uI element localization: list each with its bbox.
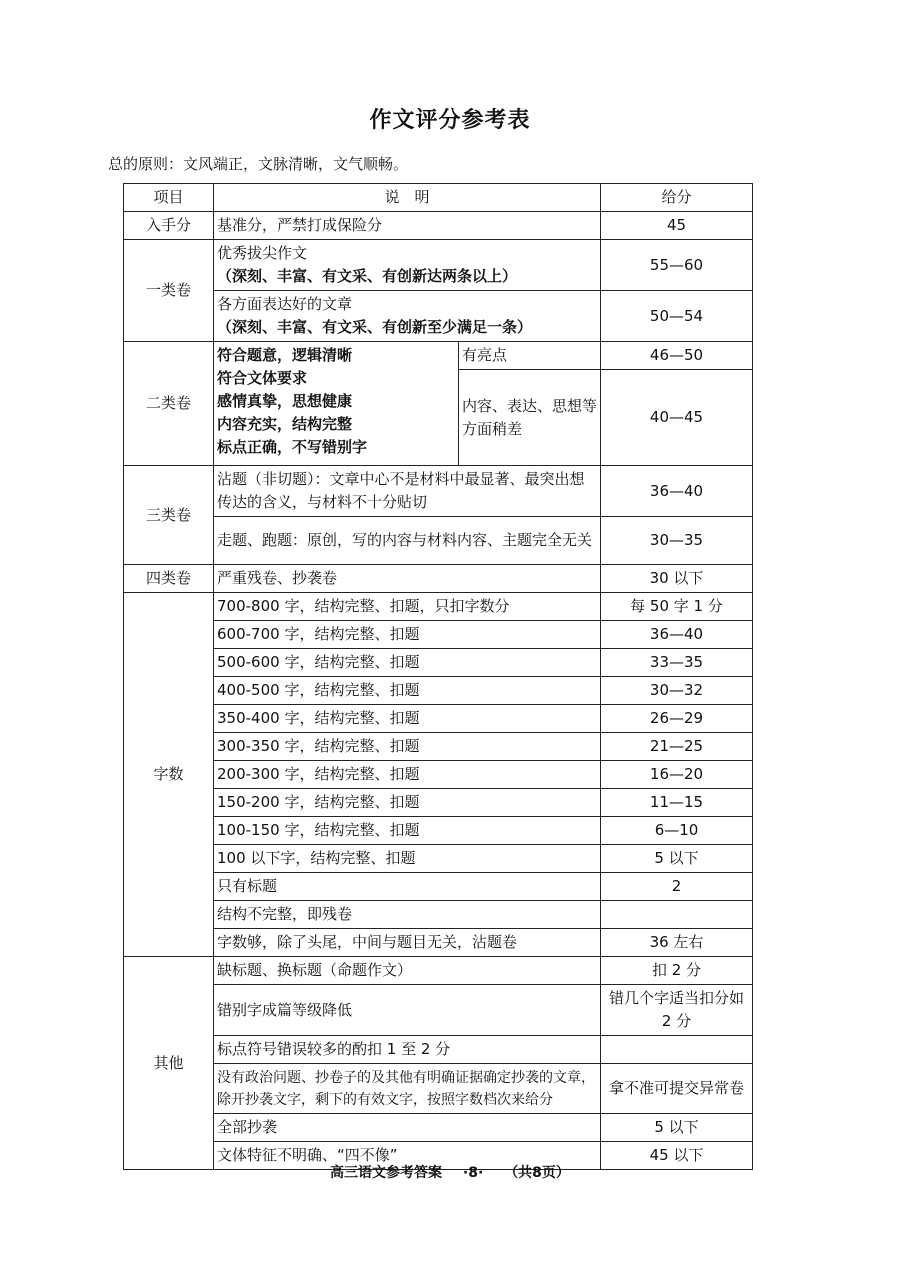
row-score: 每 50 字 1 分 [601,593,753,621]
row-description: 错别字成篇等级降低 [214,985,601,1036]
row-description: 文体特征不明确、“四不像” [214,1142,601,1170]
row-score: 26—29 [601,705,753,733]
row-description: 350-400 字，结构完整、扣题 [214,705,601,733]
table-row [124,593,753,621]
row-label: 二类卷 [124,342,214,466]
table-row [124,240,753,291]
table-row [124,649,753,677]
row-description: 600-700 字，结构完整、扣题 [214,621,601,649]
table-row [124,705,753,733]
row-subcategory: 有亮点 [459,342,601,370]
row-subcategory: 内容、表达、思想等方面稍差 [459,370,601,466]
table-row [124,621,753,649]
row-label: 其他 [124,957,214,1170]
row-description: 沾题（非切题）：文章中心不是材料中最显著、最突出想传达的含义，与材料不十分贴切 [214,466,601,517]
row-score: 5 以下 [601,1114,753,1142]
row-description: 走题、跑题：原创，写的内容与材料内容、主题完全无关 [214,517,601,565]
table-row [124,466,753,517]
row-score [601,901,753,929]
row-score: 6—10 [601,817,753,845]
row-description: 优秀拔尖作文 （深刻、丰富、有文采、有创新达两条以上） [214,240,601,291]
row-description: 500-600 字，结构完整、扣题 [214,649,601,677]
row-score: 40—45 [601,370,753,466]
page-footer [0,1162,900,1182]
row-score: 30—35 [601,517,753,565]
row-description: 没有政治问题、抄卷子的及其他有明确证据确定抄袭的文章，除开抄袭文字，剩下的有效文字，按照字数档次来给分 [214,1064,601,1114]
class2-criteria: 符合题意，逻辑清晰 符合文体要求 感情真挚，思想健康 内容充实，结构完整 标点正确，不写错别字 [214,342,459,466]
row-description: 严重残卷、抄袭卷 [214,565,601,593]
row-score: 36—40 [601,621,753,649]
table-row [124,845,753,873]
table-row [124,565,753,593]
row-description: 100-150 字，结构完整、扣题 [214,817,601,845]
table-row [124,789,753,817]
row-label: 四类卷 [124,565,214,593]
row-score: 36 左右 [601,929,753,957]
row-description: 基准分，严禁打成保险分 [214,212,601,240]
table-row [124,873,753,901]
table-row [124,817,753,845]
table-row [124,957,753,985]
row-score: 2 [601,873,753,901]
table-row [124,291,753,342]
table-row [124,761,753,789]
table-row [124,517,753,565]
row-score: 21—25 [601,733,753,761]
row-score [601,1036,753,1064]
row-score: 36—40 [601,466,753,517]
row-description: 150-200 字，结构完整、扣题 [214,789,601,817]
row-description: 标点符号错误较多的酌扣 1 至 2 分 [214,1036,601,1064]
table-row [124,985,753,1036]
row-score: 30—32 [601,677,753,705]
row-label: 一类卷 [124,240,214,342]
row-score: 30 以下 [601,565,753,593]
table-row [124,677,753,705]
footer-page-number: ·8· [462,1165,484,1181]
row-score: 扣 2 分 [601,957,753,985]
row-score: 拿不准可提交异常卷 [601,1064,753,1114]
row-label: 字数 [124,593,214,957]
row-score: 50—54 [601,291,753,342]
header-description: 说 明 [214,184,601,212]
footer-subject: 高三语文参考答案 [330,1165,443,1181]
table-row [124,1036,753,1064]
row-description: 缺标题、换标题（命题作文） [214,957,601,985]
general-principle: 总的原则：文风端正，文脉清晰，文气顺畅。 [108,155,409,173]
row-description: 700-800 字，结构完整、扣题，只扣字数分 [214,593,601,621]
page-title: 作文评分参考表 [369,108,531,133]
row-description: 100 以下字，结构完整、扣题 [214,845,601,873]
row-description: 200-300 字，结构完整、扣题 [214,761,601,789]
table-header-row [124,184,753,212]
row-score: 46—50 [601,342,753,370]
row-label: 三类卷 [124,466,214,565]
header-score: 给分 [601,184,753,212]
table-row [124,212,753,240]
table-row [124,929,753,957]
table-row [124,1114,753,1142]
scoring-table [123,183,753,1170]
table-row [124,1064,753,1114]
row-description: 全部抄袭 [214,1114,601,1142]
row-description: 400-500 字，结构完整、扣题 [214,677,601,705]
table-row [124,342,753,370]
row-description: 各方面表达好的文章 （深刻、丰富、有文采、有创新至少满足一条） [214,291,601,342]
row-score: 55—60 [601,240,753,291]
footer-total-pages: （共8页） [504,1165,570,1181]
row-description: 结构不完整，即残卷 [214,901,601,929]
row-label: 入手分 [124,212,214,240]
row-score: 45 以下 [601,1142,753,1170]
row-score: 错几个字适当扣分如 2 分 [601,985,753,1036]
table-row [124,733,753,761]
row-score: 11—15 [601,789,753,817]
row-score: 33—35 [601,649,753,677]
table-row [124,901,753,929]
row-score: 5 以下 [601,845,753,873]
row-score: 45 [601,212,753,240]
header-item: 项目 [124,184,214,212]
row-description: 字数够，除了头尾，中间与题目无关，沾题卷 [214,929,601,957]
row-score: 16—20 [601,761,753,789]
row-description: 只有标题 [214,873,601,901]
row-description: 300-350 字，结构完整、扣题 [214,733,601,761]
